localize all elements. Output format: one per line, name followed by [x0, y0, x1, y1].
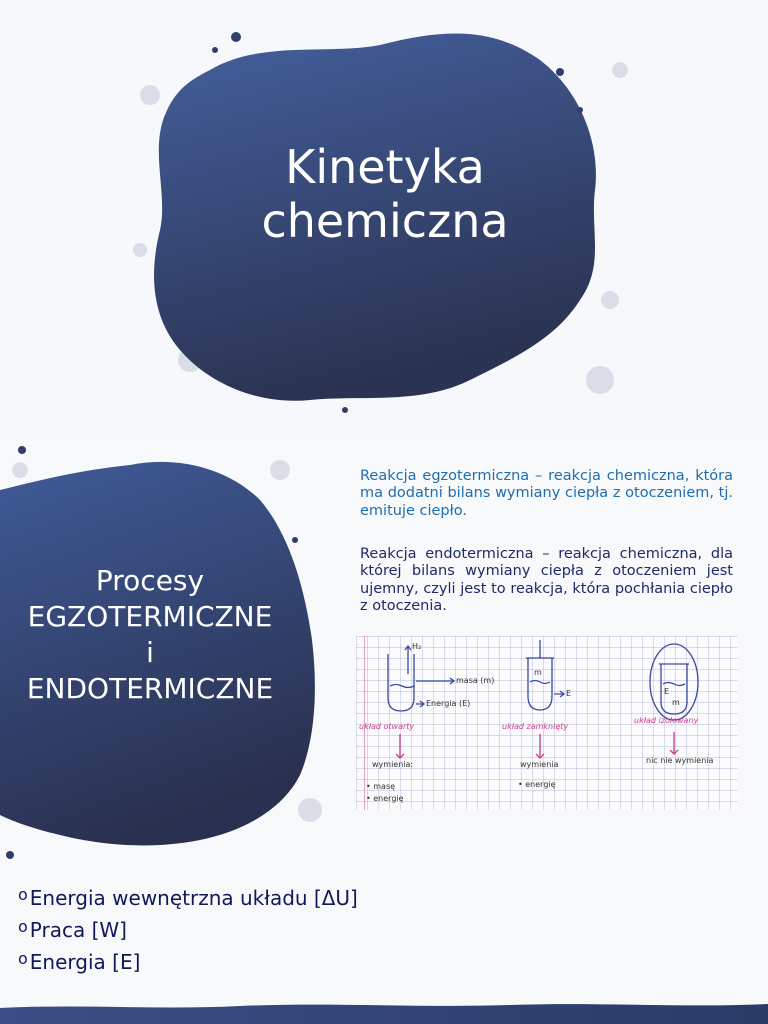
- isolated-system-label: układ izolowany: [634, 716, 699, 725]
- exothermic-definition: Reakcja egzotermiczna – reakcja chemiczna, która ma dodatni bilans wymiany ciepła z otoczeniem, tj. emituje ciepło.: [360, 468, 733, 519]
- open-exchange: wymienia:: [372, 760, 414, 769]
- open-item-energy: • energię: [366, 794, 404, 803]
- bottom-ink-stripe: [0, 1002, 768, 1024]
- open-item-mass: • masę: [366, 782, 396, 791]
- isolated-exchange: nic nie wymienia: [646, 756, 714, 765]
- notebook-sketch: [356, 636, 738, 810]
- bullet-list: [18, 882, 358, 978]
- gas-label: H₂: [412, 642, 422, 651]
- mass-label: masa (m): [456, 676, 495, 685]
- open-system-label: układ otwarty: [359, 722, 415, 731]
- energy-label: Energia (E): [426, 699, 471, 708]
- endothermic-definition: Reakcja endotermiczna – reakcja chemiczna, dla której bilans wymiany ciepła z otoczeniem jest ujemny, czyli jest to reakcja, która pochłania ciepło z otoczenia.: [360, 546, 733, 615]
- isolated-e-label: E: [664, 687, 670, 696]
- closed-item-energy: • energię: [518, 780, 556, 789]
- list-item: o Energia wewnętrzna układu [ΔU]: [18, 882, 358, 914]
- list-item: o Praca [W]: [18, 914, 358, 946]
- closed-system-label: układ zamknięty: [502, 722, 569, 731]
- bullet-circle-icon: o: [18, 885, 28, 904]
- closed-e-label: E: [566, 689, 572, 698]
- isolated-m-label: m: [672, 698, 680, 707]
- slide-title: Kinetyka chemiczna: [261, 140, 509, 248]
- title-slide: [0, 0, 768, 440]
- closed-m-label: m: [534, 668, 542, 677]
- section-title: Procesy EGZOTERMICZNE i ENDOTERMICZNE: [26, 564, 274, 705]
- closed-exchange: wymienia: [520, 760, 559, 769]
- bullet-circle-icon: o: [18, 949, 28, 968]
- bullet-circle-icon: o: [18, 917, 28, 936]
- list-item: o Energia [E]: [18, 946, 358, 978]
